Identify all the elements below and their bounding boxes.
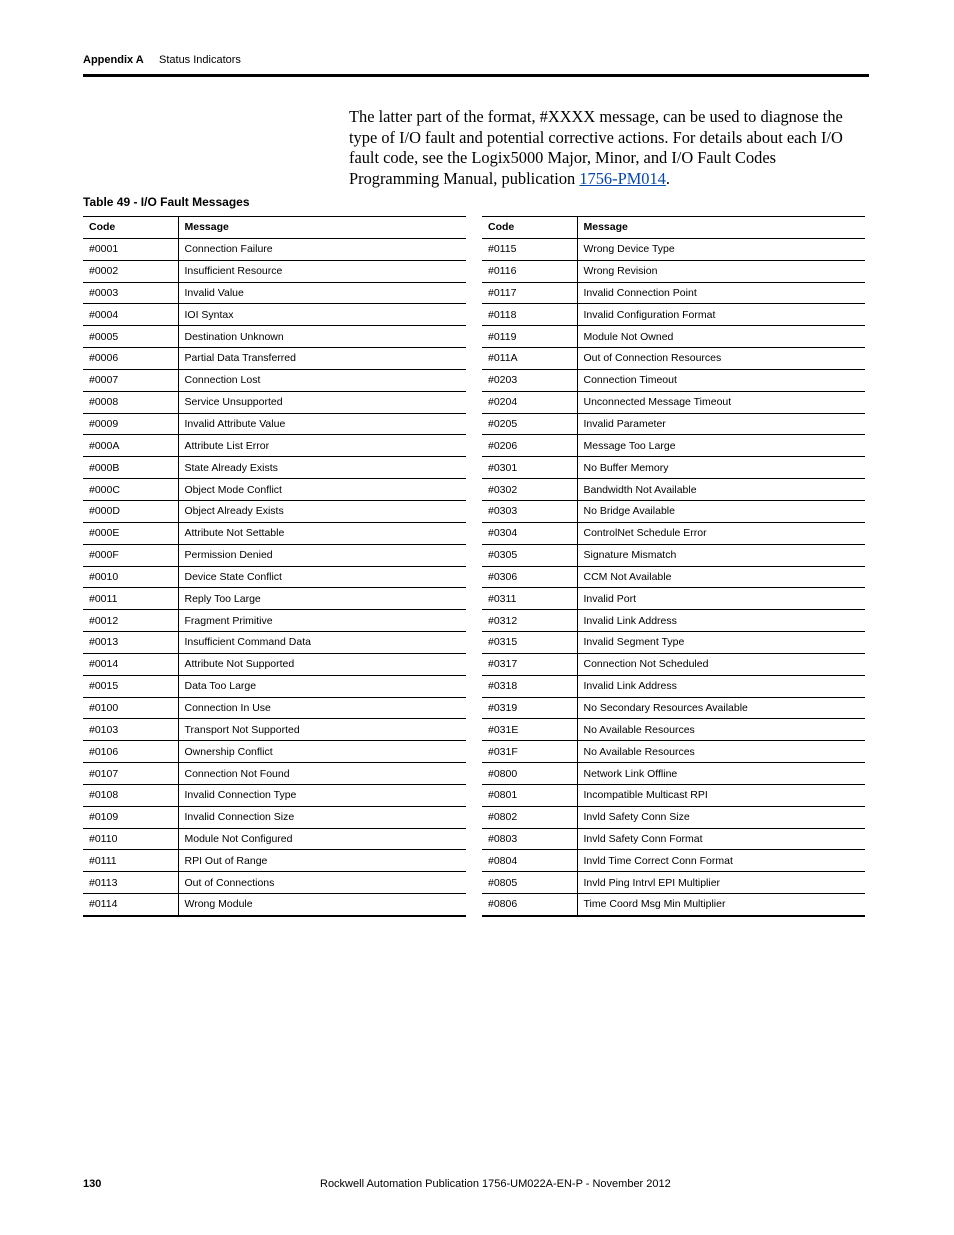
table-row [482,894,865,916]
fault-message: Invalid Attribute Value [178,413,466,435]
table-row [482,260,865,282]
table-row [83,304,466,326]
fault-message: Invalid Parameter [577,413,865,435]
fault-code: #0311 [482,588,577,610]
fault-code: #0109 [83,806,178,828]
table-row [482,588,865,610]
fault-message: Attribute Not Settable [178,522,466,544]
fault-message: Object Mode Conflict [178,479,466,501]
fault-code: #0203 [482,369,577,391]
fault-code: #000F [83,544,178,566]
intro-text: The latter part of the format, #XXXX message, can be used to diagnose the type of I/O fault and potential corrective actions. For details about each I/O fault code, see the Logix5000 Major, Minor, and I/O Fault Codes Programming Manual, publication [349,107,843,188]
fault-code: #0011 [83,588,178,610]
code-column-header: Code [482,217,577,239]
table-row [482,282,865,304]
fault-message: CCM Not Available [577,566,865,588]
fault-message: Wrong Module [178,894,466,916]
table-caption: Table 49 - I/O Fault Messages [83,195,250,209]
table-row [482,522,865,544]
fault-message: Out of Connection Resources [577,348,865,370]
fault-message: Permission Denied [178,544,466,566]
fault-message: IOI Syntax [178,304,466,326]
fault-message: Invalid Segment Type [577,632,865,654]
fault-code: #0015 [83,675,178,697]
fault-code: #0013 [83,632,178,654]
fault-code: #0312 [482,610,577,632]
fault-code: #0806 [482,894,577,916]
fault-code: #0306 [482,566,577,588]
fault-message: Wrong Device Type [577,238,865,260]
fault-code: #000E [83,522,178,544]
table-row [482,872,865,894]
section-title: Status Indicators [159,54,241,66]
table-row [83,479,466,501]
table-row [83,632,466,654]
fault-code: #0114 [83,894,178,916]
fault-code: #0117 [482,282,577,304]
fault-message: Insufficient Resource [178,260,466,282]
fault-code: #0008 [83,391,178,413]
fault-code: #0014 [83,653,178,675]
fault-code: #0010 [83,566,178,588]
fault-message: Invalid Value [178,282,466,304]
table-row [482,850,865,872]
fault-message: Wrong Revision [577,260,865,282]
fault-table-left [83,216,466,917]
table-row [482,741,865,763]
fault-code: #0111 [83,850,178,872]
fault-code: #0107 [83,763,178,785]
table-row [83,719,466,741]
fault-code: #0206 [482,435,577,457]
fault-code: #000B [83,457,178,479]
fault-table-right [482,216,865,917]
fault-message: Connection Timeout [577,369,865,391]
fault-code: #000D [83,500,178,522]
fault-code: #0315 [482,632,577,654]
fault-code: #000A [83,435,178,457]
message-column-header: Message [178,217,466,239]
fault-code: #0113 [83,872,178,894]
fault-code: #0119 [482,326,577,348]
fault-code: #0317 [482,653,577,675]
fault-message: Connection In Use [178,697,466,719]
intro-end: . [665,168,670,188]
fault-code: #0302 [482,479,577,501]
table-row [482,653,865,675]
table-row [83,763,466,785]
fault-message: No Buffer Memory [577,457,865,479]
table-row [83,850,466,872]
fault-message: Attribute Not Supported [178,653,466,675]
fault-message: Out of Connections [178,872,466,894]
fault-message: Fragment Primitive [178,610,466,632]
table-row [482,806,865,828]
fault-message: Invalid Connection Point [577,282,865,304]
table-row [83,238,466,260]
fault-code: #0005 [83,326,178,348]
fault-message: Invld Safety Conn Size [577,806,865,828]
fault-code: #0204 [482,391,577,413]
fault-code: #0803 [482,828,577,850]
publication-info: Rockwell Automation Publication 1756-UM022A-EN-P - November 2012 [320,1178,671,1190]
page-footer [83,1177,868,1191]
table-row [83,675,466,697]
table-row [482,784,865,806]
table-row [482,304,865,326]
fault-message: Insufficient Command Data [178,632,466,654]
table-header-row [482,217,865,239]
fault-code: #0805 [482,872,577,894]
fault-code: #0009 [83,413,178,435]
fault-message: Destination Unknown [178,326,466,348]
fault-message: Invalid Port [577,588,865,610]
fault-message: Module Not Owned [577,326,865,348]
table-row [83,457,466,479]
fault-message: Bandwidth Not Available [577,479,865,501]
table-row [482,828,865,850]
table-row [83,326,466,348]
fault-message: Invld Ping Intrvl EPI Multiplier [577,872,865,894]
table-row [83,741,466,763]
running-header [83,53,868,67]
table-header-row [83,217,466,239]
fault-message: Service Unsupported [178,391,466,413]
message-column-header: Message [577,217,865,239]
fault-code: #0007 [83,369,178,391]
table-row [83,435,466,457]
fault-code: #0118 [482,304,577,326]
fault-code: #011A [482,348,577,370]
fault-message: Module Not Configured [178,828,466,850]
fault-code: #0801 [482,784,577,806]
fault-code: #0804 [482,850,577,872]
fault-message: Reply Too Large [178,588,466,610]
table-row [83,282,466,304]
fault-code: #0012 [83,610,178,632]
fault-message: Connection Not Scheduled [577,653,865,675]
table-row [482,326,865,348]
fault-code: #000C [83,479,178,501]
fault-message: Invalid Connection Type [178,784,466,806]
fault-message: Object Already Exists [178,500,466,522]
fault-message: Message Too Large [577,435,865,457]
publication-link[interactable]: 1756-PM014 [579,168,666,188]
fault-message: Partial Data Transferred [178,348,466,370]
table-row [482,500,865,522]
table-row [83,697,466,719]
table-row [83,872,466,894]
fault-message: No Secondary Resources Available [577,697,865,719]
fault-code: #0318 [482,675,577,697]
fault-message: Unconnected Message Timeout [577,391,865,413]
table-row [83,544,466,566]
fault-message: Ownership Conflict [178,741,466,763]
fault-message: Device State Conflict [178,566,466,588]
fault-code: #031E [482,719,577,741]
table-row [83,369,466,391]
fault-code: #0003 [83,282,178,304]
fault-code: #0115 [482,238,577,260]
table-row [482,566,865,588]
table-row [83,784,466,806]
table-row [482,697,865,719]
code-column-header: Code [83,217,178,239]
fault-message: Time Coord Msg Min Multiplier [577,894,865,916]
table-row [83,260,466,282]
table-row [482,632,865,654]
table-row [83,566,466,588]
table-row [83,413,466,435]
table-row [83,588,466,610]
table-row [482,610,865,632]
fault-message: ControlNet Schedule Error [577,522,865,544]
fault-message: Invalid Configuration Format [577,304,865,326]
fault-code: #0800 [482,763,577,785]
table-row [83,653,466,675]
fault-message: Connection Failure [178,238,466,260]
fault-code: #0110 [83,828,178,850]
fault-message: No Available Resources [577,741,865,763]
fault-message: Invalid Link Address [577,675,865,697]
header-rule [83,74,869,77]
table-row [83,610,466,632]
fault-code: #0304 [482,522,577,544]
fault-message: Signature Mismatch [577,544,865,566]
table-row [83,894,466,916]
fault-code: #0002 [83,260,178,282]
fault-code: #0004 [83,304,178,326]
table-row [83,806,466,828]
table-row [482,675,865,697]
fault-code: #0205 [482,413,577,435]
fault-code: #0802 [482,806,577,828]
table-row [482,391,865,413]
fault-code: #0303 [482,500,577,522]
fault-code: #0100 [83,697,178,719]
fault-message: Data Too Large [178,675,466,697]
fault-message: Attribute List Error [178,435,466,457]
fault-code: #0006 [83,348,178,370]
table-row [482,763,865,785]
fault-code: #0103 [83,719,178,741]
table-row [482,435,865,457]
fault-message: Connection Lost [178,369,466,391]
fault-message: Incompatible Multicast RPI [577,784,865,806]
table-row [482,348,865,370]
table-row [482,413,865,435]
table-row [482,369,865,391]
table-row [482,719,865,741]
fault-code: #0001 [83,238,178,260]
table-row [482,479,865,501]
fault-message: No Available Resources [577,719,865,741]
table-row [83,348,466,370]
intro-paragraph [349,107,869,189]
fault-message: Invalid Connection Size [178,806,466,828]
fault-code: #0116 [482,260,577,282]
fault-message: RPI Out of Range [178,850,466,872]
page-number: 130 [83,1178,102,1190]
fault-message: Transport Not Supported [178,719,466,741]
fault-message: Connection Not Found [178,763,466,785]
table-row [482,238,865,260]
table-row [482,457,865,479]
fault-code: #031F [482,741,577,763]
appendix-label: Appendix A [83,54,144,66]
fault-message: No Bridge Available [577,500,865,522]
table-row [83,500,466,522]
table-row [482,544,865,566]
fault-code: #0305 [482,544,577,566]
fault-message: Invalid Link Address [577,610,865,632]
fault-message: Invld Time Correct Conn Format [577,850,865,872]
table-row [83,828,466,850]
fault-code: #0319 [482,697,577,719]
fault-message: Network Link Offline [577,763,865,785]
fault-message: Invld Safety Conn Format [577,828,865,850]
fault-code: #0108 [83,784,178,806]
fault-code: #0301 [482,457,577,479]
table-row [83,391,466,413]
table-row [83,522,466,544]
fault-code: #0106 [83,741,178,763]
fault-message: State Already Exists [178,457,466,479]
